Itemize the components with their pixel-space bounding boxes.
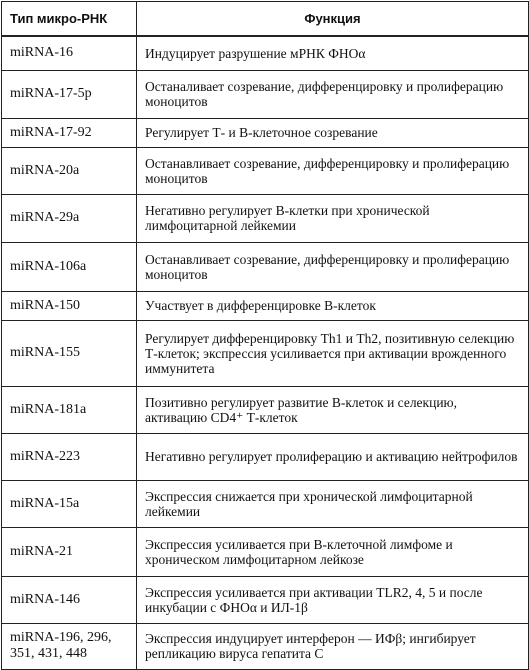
mirna-function-table (1, 1, 529, 670)
table-row (2, 527, 529, 576)
table-row (2, 147, 529, 194)
function-cell: Останавливает созревание, дифференцировку и пролиферацию моноцитов (137, 147, 529, 194)
mirna-cell: miRNA-155 (2, 320, 137, 386)
table-row (2, 623, 529, 669)
header-mirna-type: Тип микро-РНК (2, 2, 137, 37)
function-cell: Экспрессия снижается при хронической лимфоцитарной лейкемии (137, 480, 529, 527)
function-cell: Останавливает созревание, дифференцировку и пролиферацию моноцитов (137, 242, 529, 291)
function-cell: Экспрессия усиливается при активации TLR2, 4, 5 и после инкубации с ФНОα и ИЛ-1β (137, 576, 529, 623)
mirna-cell: miRNA-29a (2, 194, 137, 242)
table-row (2, 242, 529, 291)
header-function: Функция (137, 2, 529, 37)
mirna-cell: miRNA-17-92 (2, 118, 137, 147)
table-row (2, 433, 529, 480)
table-row (2, 291, 529, 320)
function-cell: Экспрессия усиливается при В-клеточной лимфоме и хроническом лимфоцитарном лейкозе (137, 527, 529, 576)
table-header-row (2, 2, 529, 37)
mirna-cell: miRNA-20a (2, 147, 137, 194)
function-cell: Регулирует дифференцировку Th1 и Th2, позитивную селекцию Т-клеток; экспрессия усиливается при активации врожденного иммунитета (137, 320, 529, 386)
mirna-cell: miRNA-223 (2, 433, 137, 480)
table-row (2, 386, 529, 433)
mirna-cell: miRNA-15a (2, 480, 137, 527)
function-cell: Участвует в дифференцировке В-клеток (137, 291, 529, 320)
mirna-cell: miRNA-181a (2, 386, 137, 433)
function-cell: Индуцирует разрушение мРНК ФНОα (137, 36, 529, 70)
function-cell: Регулирует Т- и В-клеточное созревание (137, 118, 529, 147)
table-row (2, 576, 529, 623)
mirna-cell: miRNA-150 (2, 291, 137, 320)
mirna-cell: miRNA-196, 296, 351, 431, 448 (2, 623, 137, 669)
mirna-cell: miRNA-146 (2, 576, 137, 623)
mirna-cell: miRNA-106a (2, 242, 137, 291)
table-row (2, 36, 529, 70)
table-row (2, 194, 529, 242)
function-cell: Позитивно регулирует развитие В-клеток и селекцию, активацию CD4⁺ Т-клеток (137, 386, 529, 433)
mirna-cell: miRNA-16 (2, 36, 137, 70)
function-cell: Негативно регулирует В-клетки при хронической лимфоцитарной лейкемии (137, 194, 529, 242)
function-cell: Негативно регулирует пролиферацию и активацию нейтрофилов (137, 433, 529, 480)
table-row (2, 70, 529, 118)
mirna-cell: miRNA-21 (2, 527, 137, 576)
table-row (2, 320, 529, 386)
mirna-cell: miRNA-17-5p (2, 70, 137, 118)
function-cell: Останаливает созревание, дифференцировку и пролиферацию моноцитов (137, 70, 529, 118)
table-row (2, 480, 529, 527)
function-cell: Экспрессия индуцирует интерферон — ИФβ; ингибирует репликацию вируса гепатита С (137, 623, 529, 669)
table-row (2, 118, 529, 147)
